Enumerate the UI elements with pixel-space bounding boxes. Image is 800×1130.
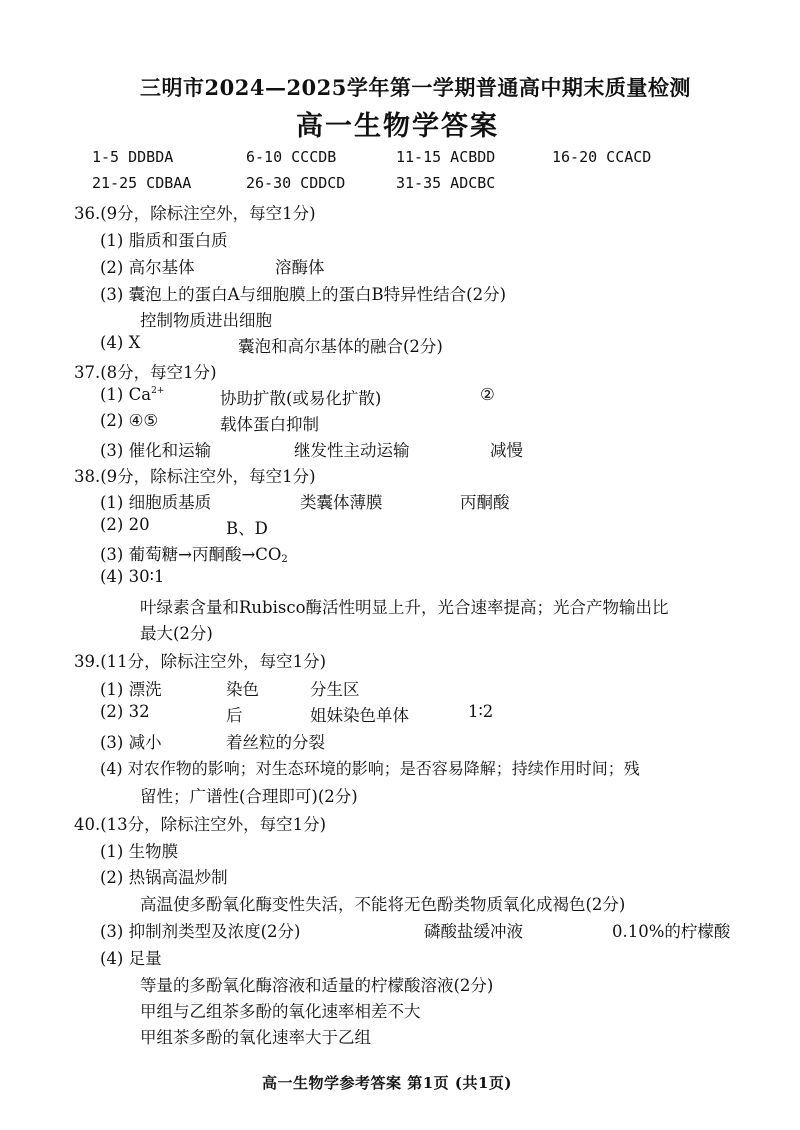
answer-line: (4) X: [100, 333, 141, 352]
answer-line: 叶绿素含量和Rubisco酶活性明显上升，光合速率提高；光合产物输出比: [140, 598, 669, 617]
choice-item: 11-15 ACBDD: [396, 148, 496, 166]
answer-line: 类囊体薄膜: [300, 493, 383, 512]
answer-line: 甲组与乙组茶多酚的氧化速率相差不大: [140, 1002, 421, 1021]
answer-line: (2) 热锅高温炒制: [100, 868, 228, 887]
answer-line: 染色: [226, 680, 259, 699]
answer-line: (1) 脂质和蛋白质: [100, 231, 228, 250]
answer-line: 丙酮酸: [460, 493, 510, 512]
answer-line: (1) 生物膜: [100, 842, 179, 861]
answer-line: 留性；广谱性(合理即可)(2分): [140, 787, 358, 806]
choice-item: 26-30 CDDCD: [246, 174, 346, 192]
choice-item: 6-10 CCCDB: [246, 148, 337, 166]
answer-line: 姐妹染色单体: [310, 706, 409, 725]
answer-line: 后: [226, 706, 243, 725]
answer-line: 1∶2: [468, 702, 494, 721]
answer-line: (2) 20: [100, 515, 150, 534]
answer-line: (2) 32: [100, 702, 150, 721]
answer-line: (4) 足量: [100, 949, 162, 968]
choice-item: 21-25 CDBAA: [92, 174, 192, 192]
answer-line: (1) 细胞质基质: [100, 493, 212, 512]
answer-line: 载体蛋白抑制: [220, 415, 319, 434]
answer-line: 高温使多酚氧化酶变性失活，不能将无色酚类物质氧化成褐色(2分): [140, 895, 626, 914]
answer-line: 0.10%的柠檬酸: [612, 922, 731, 941]
answer-line: 等量的多酚氧化酶溶液和适量的柠檬酸溶液(2分): [140, 976, 494, 995]
answer-line: 着丝粒的分裂: [226, 733, 325, 752]
question-head: 36.(9分，除标注空外，每空1分): [74, 204, 316, 223]
answer-line: (2) ④⑤: [100, 411, 159, 430]
answer-line: (3) 囊泡上的蛋白A与细胞膜上的蛋白B特异性结合(2分): [100, 285, 507, 304]
page-footer: 高一生物学参考答案 第1页 (共1页): [262, 1074, 513, 1092]
answer-line: 控制物质进出细胞: [140, 311, 272, 330]
answer-line: 最大(2分): [140, 624, 213, 643]
ion-symbol: (1) Ca: [100, 385, 152, 404]
answer-line: 分生区: [310, 680, 360, 699]
answer-line: 溶酶体: [275, 258, 325, 277]
answer-line: (4) 30∶1: [100, 567, 165, 586]
answer-title: 高一生物学答案: [296, 111, 499, 142]
answer-line: (2) 高尔基体: [100, 258, 195, 277]
answer-line: 磷酸盐缓冲液: [424, 922, 523, 941]
question-head: 40.(13分，除标注空外，每空1分): [74, 815, 327, 834]
question-head: 39.(11分，除标注空外，每空1分): [74, 652, 327, 671]
answer-line: ②: [480, 385, 495, 404]
choice-item: 1-5 DDBDA: [92, 148, 174, 166]
answer-line: [100, 385, 164, 404]
answer-line: (3) 催化和运输: [100, 441, 212, 460]
answer-line: (3) 抑制剂类型及浓度(2分): [100, 922, 301, 941]
answer-line: 减慢: [490, 441, 523, 460]
answer-line: [100, 541, 288, 565]
pathway-subscript: 2: [281, 554, 288, 565]
answer-line: (1) 漂洗: [100, 680, 162, 699]
answer-line: 协助扩散(或易化扩散): [220, 389, 382, 408]
answer-line: 甲组茶多酚的氧化速率大于乙组: [140, 1028, 371, 1047]
ion-charge: 2+: [151, 386, 165, 396]
answer-line: (3) 减小: [100, 733, 162, 752]
choice-item: 16-20 CCACD: [552, 148, 652, 166]
answer-line: (4) 对农作物的影响；对生态环境的影响；是否容易降解；持续作用时间；残: [100, 759, 640, 778]
question-head: 37.(8分，每空1分): [74, 363, 217, 382]
pathway-text: (3) 葡萄糖→丙酮酸→CO: [100, 545, 282, 564]
question-head: 38.(9分，除标注空外，每空1分): [74, 467, 316, 486]
answer-line: B、D: [226, 519, 268, 538]
answer-line: 囊泡和高尔基体的融合(2分): [238, 337, 443, 356]
choice-item: 31-35 ADCBC: [396, 174, 496, 192]
answer-line: 继发性主动运输: [294, 441, 410, 460]
exam-title: 三明市2024—2025学年第一学期普通高中期末质量检测: [140, 75, 691, 100]
